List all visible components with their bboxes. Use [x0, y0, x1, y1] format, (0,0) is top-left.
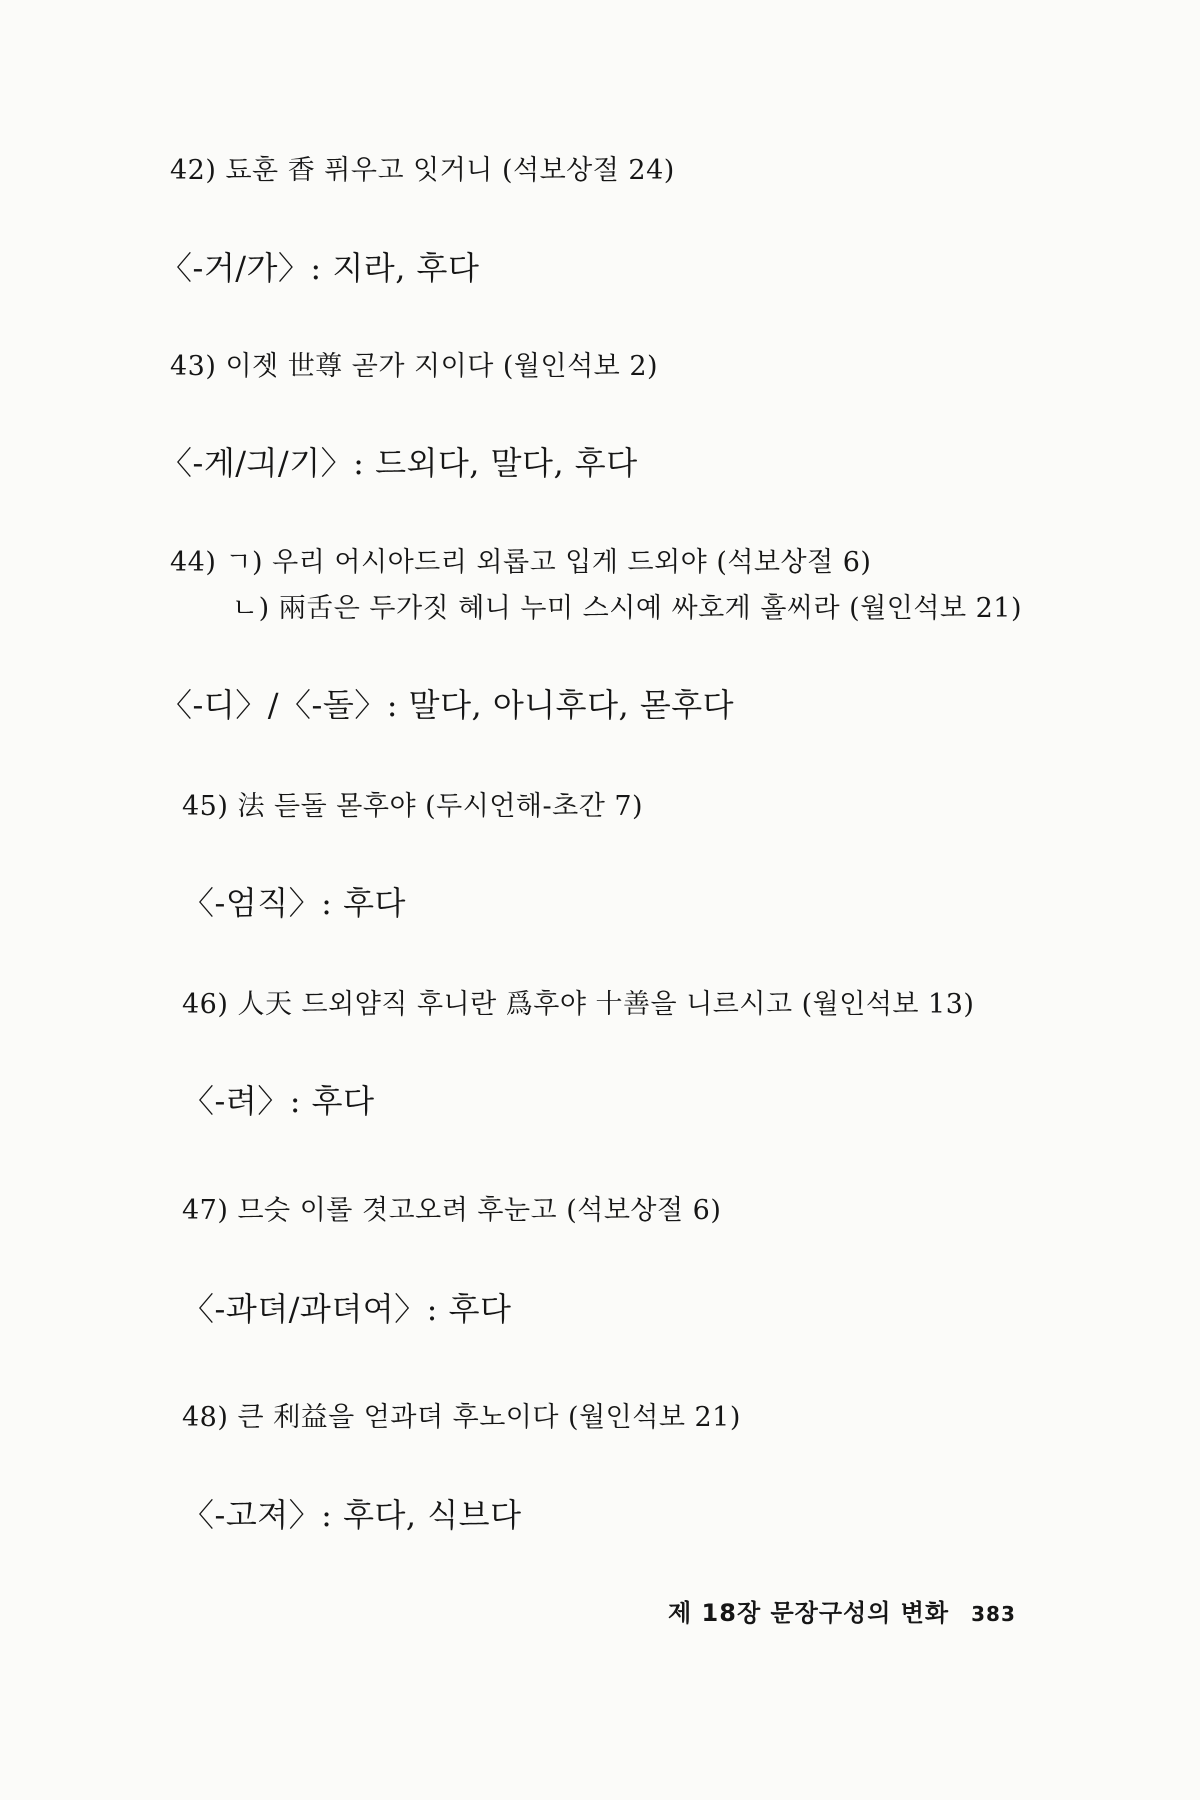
pattern-gojyeo: 〈-고져〉: 후다, 식브다 — [182, 1496, 522, 1534]
pattern-gwadyeo: 〈-과뎌/과뎌여〉: 후다 — [182, 1290, 512, 1328]
pattern-ryeo: 〈-려〉: 후다 — [182, 1082, 375, 1120]
example-44b: ㄴ) 兩舌은 두가짓 혜니 누미 스시예 싸호게 홀씨라 (월인석보 21) — [232, 593, 1023, 624]
running-footer — [668, 1593, 1016, 1628]
pattern-geo-ga: 〈-거/가〉: 지라, 후다 — [160, 249, 480, 287]
example-43: 43) 이젯 世尊 곧가 지이다 (월인석보 2) — [170, 351, 659, 382]
pattern-di-dol: 〈-디〉/〈-돌〉: 말다, 아니후다, 몯후다 — [160, 686, 735, 724]
pattern-eomjik: 〈-엄직〉: 후다 — [182, 884, 406, 922]
chapter-title: 제 18장 문장구성의 변화 — [668, 1599, 950, 1627]
page-number: 383 — [971, 1602, 1016, 1626]
pattern-ge-gui-gi: 〈-게/긔/기〉: 드외다, 말다, 후다 — [160, 444, 638, 482]
example-47: 47) 므슷 이롤 겻고오려 후눈고 (석보상절 6) — [182, 1195, 722, 1226]
example-46: 46) 人天 드외얌직 후니란 爲후야 十善을 니르시고 (월인석보 13) — [182, 989, 975, 1020]
example-48: 48) 큰 利益을 얻과뎌 후노이다 (월인석보 21) — [182, 1402, 741, 1433]
example-45: 45) 法 듣돌 몯후야 (두시언해-초간 7) — [182, 791, 644, 822]
example-42: 42) 됴훈 香 퓌우고 잇거니 (석보상절 24) — [170, 155, 675, 186]
example-44a: 44) ㄱ) 우리 어시아드리 외롭고 입게 드외야 (석보상절 6) — [170, 547, 872, 578]
